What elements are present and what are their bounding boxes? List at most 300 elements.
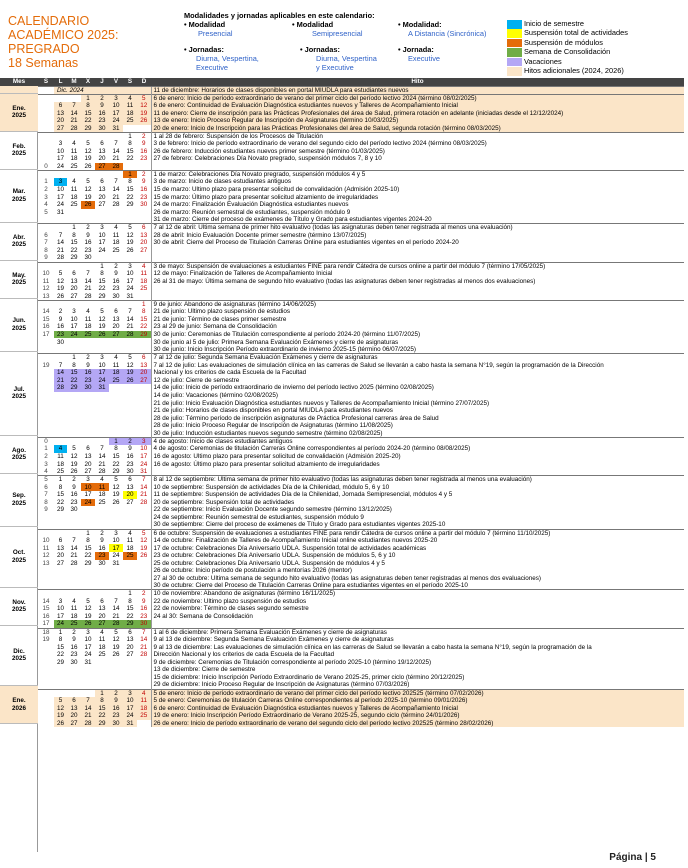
day-cell	[67, 399, 81, 407]
day-cell: 5	[86, 597, 90, 605]
day-cell	[54, 681, 67, 689]
hito-text: 4 de agosto: Ceremonias de titulación Carreras Online correspondientes al período 2024-20 (término 08/08/2025)	[151, 445, 684, 453]
day-cell	[123, 659, 137, 667]
day-cell: 11	[98, 636, 106, 644]
hito-text: 6 de enero: Continuidad de Evaluación Diagnóstica estudiantes nuevos y Talleres de Acompañamiento Inicial	[151, 704, 684, 712]
day-cell: 6	[114, 308, 118, 316]
day-cell: 4	[109, 354, 123, 362]
day-cell: 26	[70, 467, 78, 475]
day-cell: 12	[54, 704, 67, 712]
col-m: M	[67, 78, 81, 86]
day-cell: 16	[126, 452, 134, 460]
week-number	[38, 384, 54, 392]
week-number	[38, 86, 54, 94]
legend-swatch	[507, 67, 522, 76]
day-cell: 24	[112, 552, 120, 560]
week-number: 9	[44, 254, 48, 262]
day-cell	[95, 132, 109, 140]
day-cell: 3	[95, 354, 109, 362]
day-cell: 17	[109, 544, 123, 552]
calendar-row	[38, 323, 684, 331]
day-cell: 22	[98, 285, 106, 293]
week-number	[38, 521, 54, 529]
calendar-row	[38, 491, 684, 499]
calendar-row	[38, 163, 684, 171]
day-cell: 3	[81, 476, 95, 484]
hito-text: 30 de junio: Inicio Inscripción Período extraordinario de invierno 2025-15 (término 06/07/2025)	[151, 346, 684, 354]
day-cell	[95, 392, 109, 400]
hito-text: 29 de diciembre: Inicio Proceso Regular de Inscripción de Asignaturas (término 07/03/2026)	[151, 681, 684, 689]
week-number	[38, 643, 54, 651]
day-cell: 17	[70, 323, 78, 331]
week-number: 10	[42, 270, 50, 278]
day-cell: 1	[67, 354, 81, 362]
day-cell	[67, 567, 81, 575]
hito-text: 26 de febrero: Inducción estudiantes nuevos primer semestre (término 01/03/2025)	[151, 148, 684, 156]
week-number	[38, 346, 54, 354]
day-cell	[137, 560, 151, 568]
day-cell: 13	[126, 636, 134, 644]
month-label	[0, 474, 38, 527]
day-cell: 30	[84, 254, 92, 262]
hito-text: 28 de julio: Inicio Proceso Regular de Inscripción de Asignaturas (término 11/08/2025)	[151, 422, 684, 430]
day-cell: 20	[112, 323, 120, 331]
day-cell: 6	[72, 270, 76, 278]
calendar-row	[38, 613, 684, 621]
day-cell: 21	[84, 285, 92, 293]
day-cell	[95, 338, 109, 346]
hito-text: 11 de septiembre: Suspensión de actividades Día de la Chilenidad, Jornada Semipresencial, módulos 4 y 5	[151, 491, 684, 499]
day-cell: 13	[140, 231, 148, 239]
day-cell: 4	[137, 262, 151, 270]
hito-text: 7 al 12 de julio: Las evaluaciones de simulación clínica en las carreras de Salud se llevarán a cabo hasta la semana N°19, según la programación de la Dirección	[151, 361, 684, 369]
day-cell	[109, 506, 123, 514]
day-cell	[67, 521, 81, 529]
day-cell	[137, 338, 151, 346]
day-cell	[81, 422, 95, 430]
legend-item	[507, 20, 685, 29]
day-cell: 28	[84, 292, 92, 300]
calendar-row	[38, 148, 684, 156]
day-cell: 7	[72, 536, 76, 544]
day-cell: 8	[141, 308, 146, 316]
day-cell: 16	[56, 323, 64, 331]
day-cell: 18	[137, 704, 151, 712]
hito-text: 30 de junio al 5 de julio: Primera Semana Evaluación Exámenes y cierre de asignaturas	[151, 338, 684, 346]
day-cell: 19	[84, 193, 92, 201]
day-cell	[137, 209, 151, 217]
day-cell	[109, 590, 123, 598]
week-number	[38, 125, 54, 133]
day-cell: 2	[95, 94, 109, 102]
day-cell: 20	[137, 369, 151, 377]
day-cell: 6	[100, 178, 104, 186]
month-label-part: Mar.	[12, 188, 26, 196]
month-label-part: Ago.	[11, 446, 26, 454]
day-cell: 23	[140, 613, 148, 621]
calendar-row	[38, 697, 684, 705]
day-cell: 9	[86, 231, 90, 239]
calendar-row	[38, 666, 684, 674]
day-cell: 13	[84, 452, 92, 460]
day-cell: 29	[81, 125, 95, 133]
day-cell: 28	[67, 125, 81, 133]
day-cell: 5	[86, 140, 90, 148]
day-cell	[95, 582, 109, 590]
day-cell	[54, 399, 67, 407]
day-cell	[54, 392, 67, 400]
month-label-part: 2025	[11, 393, 26, 401]
week-number	[38, 430, 54, 438]
day-cell: 17	[109, 110, 123, 118]
day-cell	[95, 209, 109, 217]
modalidad-value-semipresencial: Semipresencial	[312, 29, 363, 38]
day-cell	[123, 567, 137, 575]
calendar-row	[38, 399, 684, 407]
week-number: 11	[42, 277, 50, 285]
calendar-row	[38, 377, 684, 385]
day-cell	[54, 666, 67, 674]
day-cell: 19	[112, 491, 120, 499]
month-label-part: Sep.	[12, 492, 26, 500]
day-cell	[67, 392, 81, 400]
hito-text: 20 de enero: Inicio de Inscripción para las Prácticas Profesionales del área de Salud, segunda rotación (término 08/03/2025)	[151, 125, 684, 133]
day-cell: 2	[67, 476, 81, 484]
calendar-title-line-1: CALENDARIO	[8, 14, 90, 28]
day-cell: 14	[81, 704, 95, 712]
hito-text: 3 de febrero: Inicio de período extraordinario de verano del segundo ciclo del período lectivo 2024 (término 08/03/2025)	[151, 140, 684, 148]
day-cell: 26	[84, 162, 92, 170]
week-number	[38, 582, 54, 590]
day-cell	[67, 300, 81, 308]
col-d: D	[137, 78, 151, 86]
month-label-part: 2025	[11, 112, 26, 120]
hito-text: 26 de octubre: Inicio período de postulación a mentorías 2026 (mentor)	[151, 567, 684, 575]
hito-text: 12 de julio: Cierre de semestre	[151, 377, 684, 385]
day-cell	[81, 430, 95, 438]
legend-swatch	[507, 39, 522, 48]
week-number: 6	[44, 231, 48, 239]
day-cell: 23	[140, 155, 148, 163]
day-cell: 4	[95, 628, 109, 636]
jornadas-label-2: • Jornadas:	[300, 45, 340, 54]
calendar-row	[38, 643, 684, 651]
day-cell	[67, 514, 81, 522]
day-cell: 21	[56, 247, 64, 255]
hito-text	[151, 468, 684, 476]
day-cell: 15	[70, 239, 78, 247]
week-number: 14	[42, 308, 50, 316]
day-cell: 7	[114, 597, 118, 605]
day-cell: 31	[84, 658, 92, 666]
week-number: 17	[42, 331, 50, 338]
day-cell: 3	[137, 437, 151, 445]
day-cell	[137, 514, 151, 522]
day-cell	[109, 415, 123, 423]
day-cell: 28	[70, 559, 78, 567]
month-label-part: 2025	[11, 279, 26, 287]
day-cell	[123, 254, 137, 262]
day-cell	[137, 125, 151, 133]
day-cell	[109, 514, 123, 522]
day-cell: 30	[95, 125, 109, 133]
hito-text: 19 de enero: Inicio Inscripción Período Extraordinario de Verano 2025-25, segundo ciclo (término 24/01/2026)	[151, 712, 684, 720]
day-cell: 17	[95, 369, 109, 377]
hito-text: 7 al 12 de julio: Segunda Semana Evaluación Exámenes y cierre de asignaturas	[151, 354, 684, 362]
day-cell: 12	[126, 231, 134, 239]
day-cell: 13	[67, 704, 81, 712]
hito-text: 7 al 12 de abril: Última semana de primer hito evaluativo (todas las asignaturas deben tener registrada al menos una evaluación)	[151, 224, 684, 232]
calendar-row	[38, 94, 684, 102]
day-cell: 31	[126, 292, 134, 300]
day-cell: 10	[126, 270, 134, 278]
hito-text: 23 de octubre: Celebraciones Día Aniversario UDLA. Suspensión de módulos 5, 6 y 10	[151, 552, 684, 560]
hito-text: 23 al 29 de junio: Semana de Consolidación	[151, 323, 684, 331]
day-cell	[123, 681, 137, 689]
day-cell	[54, 94, 67, 102]
calendar-table	[38, 78, 684, 727]
day-cell: 28	[54, 384, 67, 392]
month-label	[0, 352, 38, 436]
day-cell	[67, 666, 81, 674]
day-cell: 4	[72, 597, 76, 605]
day-cell: 23	[70, 498, 78, 506]
day-cell: 5	[58, 270, 63, 278]
month-label	[0, 261, 38, 299]
day-cell: 4	[72, 178, 76, 186]
week-number	[38, 514, 54, 522]
day-cell: 22	[56, 651, 64, 659]
day-cell: 26	[56, 292, 64, 300]
hito-text: 9 de junio: Abandono de asignaturas (término 14/06/2025)	[151, 300, 684, 308]
day-cell: 17	[56, 155, 64, 163]
day-cell: 24	[67, 331, 81, 339]
day-cell	[54, 529, 67, 537]
day-cell	[54, 674, 67, 682]
day-cell: 25	[109, 377, 123, 385]
day-cell: 7	[137, 628, 151, 636]
day-cell: 23	[81, 377, 95, 385]
day-cell: 25	[81, 331, 95, 339]
day-cell	[109, 575, 123, 583]
day-cell	[137, 384, 151, 392]
jornadas-label-1: • Jornadas:	[184, 45, 224, 54]
day-cell: 7	[137, 476, 151, 484]
hito-text: 5 de enero: Ceremonias de titulación Carreras Online correspondientes al período 2025-10 (término 09/01/2026)	[151, 697, 684, 705]
legend-swatch	[507, 29, 522, 38]
day-cell: 10	[70, 315, 78, 323]
day-cell	[81, 567, 95, 575]
month-label	[0, 86, 38, 94]
day-cell: 23	[70, 651, 78, 659]
day-cell	[137, 422, 151, 430]
calendar-row	[38, 132, 684, 140]
day-cell	[109, 681, 123, 689]
week-number: 15	[42, 315, 50, 323]
month-label-part: 2025	[11, 195, 26, 203]
calendar-row	[38, 308, 684, 316]
day-cell: 28	[109, 163, 123, 171]
modalidad-value-presencial: Presencial	[198, 29, 233, 38]
day-cell	[109, 392, 123, 400]
day-cell: 14	[112, 605, 120, 613]
hito-text: 1 de marzo: Celebraciones Día Novato pregrado, suspensión módulos 4 y 5	[151, 171, 684, 179]
month-label-part: 2026	[11, 704, 26, 712]
day-cell: 9	[58, 315, 63, 323]
day-cell: 31	[109, 125, 123, 133]
day-cell	[95, 300, 109, 308]
day-cell: 8	[58, 636, 63, 644]
hito-text: 6 de octubre: Suspensión de evaluaciones a estudiantes FINE para rendir Cátedra de cursos online a partir del módulo 7 (término 11/10/2025)	[151, 529, 684, 537]
day-cell	[123, 216, 137, 224]
day-cell	[54, 407, 67, 415]
day-cell: 5	[100, 308, 104, 316]
day-cell	[123, 163, 137, 171]
day-cell: 31	[95, 384, 109, 392]
legend-swatch	[507, 58, 522, 67]
day-cell	[54, 300, 67, 308]
month-label-part: Ene.	[12, 697, 26, 705]
day-cell: 30	[112, 292, 120, 300]
hito-text: 21 de junio: Último plazo suspensión de estudios	[151, 308, 684, 316]
day-cell: 27	[84, 467, 92, 475]
modalidad-value-distancia: A Distancia (Sincrónica)	[408, 29, 487, 38]
day-cell: 11	[112, 231, 120, 239]
day-cell: 16	[112, 277, 120, 285]
day-cell: 5	[109, 628, 123, 636]
day-cell	[95, 437, 109, 445]
day-cell	[123, 300, 137, 308]
week-number: 8	[44, 498, 48, 506]
day-cell	[81, 437, 95, 445]
calendar-row	[38, 155, 684, 163]
day-cell: 25	[123, 552, 137, 560]
day-cell: 24	[56, 201, 64, 209]
calendar-row	[38, 125, 684, 133]
day-cell	[81, 415, 95, 423]
day-cell: 15	[95, 704, 109, 712]
calendar-row	[38, 277, 684, 285]
day-cell: 22	[112, 460, 120, 468]
week-number	[38, 689, 54, 697]
day-cell: 4	[95, 476, 109, 484]
day-cell	[123, 399, 137, 407]
day-cell: 9	[95, 102, 109, 110]
day-cell: 11	[137, 697, 151, 705]
day-cell: 31	[140, 467, 148, 475]
month-label-part: 2025	[11, 150, 26, 158]
day-cell: 12	[84, 147, 92, 155]
week-number: 12	[42, 552, 50, 560]
day-cell: 18	[84, 323, 92, 331]
month-label	[0, 94, 38, 132]
day-cell: 9	[86, 361, 90, 369]
month-label	[0, 170, 38, 223]
day-cell: 22	[126, 193, 134, 201]
hito-text: 1 al 6 de diciembre: Primera Semana Evaluación Exámenes y cierre de asignaturas	[151, 628, 684, 636]
day-cell: 9	[141, 140, 146, 148]
day-cell	[67, 422, 81, 430]
day-cell: 29	[95, 720, 109, 728]
day-cell: 23	[95, 552, 109, 560]
month-label-part: Feb.	[12, 142, 26, 150]
legend-label: Vacaciones	[524, 56, 562, 66]
calendar-row	[38, 620, 684, 628]
calendar-row	[38, 209, 684, 217]
day-cell: 14	[126, 315, 134, 323]
legend-item	[507, 67, 685, 76]
jornadas-value-1a: Diurna, Vespertina,	[196, 54, 259, 63]
legend-item	[507, 48, 685, 57]
calendar-row	[38, 300, 684, 308]
month-label	[0, 436, 38, 474]
day-cell	[123, 415, 137, 423]
day-cell	[67, 415, 81, 423]
day-cell	[81, 666, 95, 674]
day-cell	[109, 171, 123, 179]
calendar-row	[38, 445, 684, 453]
calendar-row	[38, 430, 684, 438]
day-cell: 23	[54, 331, 67, 339]
day-cell: 22	[70, 247, 78, 255]
day-cell	[67, 575, 81, 583]
day-cell: 12	[56, 277, 64, 285]
week-number	[38, 102, 54, 110]
day-cell	[67, 216, 81, 224]
day-cell	[54, 582, 67, 590]
day-cell: 28	[123, 331, 137, 339]
day-cell	[137, 430, 151, 438]
hito-text: 26 de marzo: Reunión semestral de estudiantes, suspensión módulo 9	[151, 209, 684, 217]
day-cell: 18	[70, 613, 78, 621]
hito-text: 22 de noviembre: Término de clases segundo semestre	[151, 605, 684, 613]
day-cell: 26	[54, 720, 67, 728]
modalidades-title: Modalidades y jornadas aplicables en este calendario:	[184, 11, 375, 20]
day-cell: 10	[56, 605, 64, 613]
day-cell: 25	[137, 712, 151, 720]
day-cell: 12	[126, 361, 134, 369]
hito-text: 9 de diciembre: Ceremonias de Titulación correspondiente al período 2025-10 (término 19/12/2025)	[151, 659, 684, 667]
day-cell: 13	[56, 544, 64, 552]
week-number: 12	[42, 285, 50, 293]
month-label	[0, 626, 38, 687]
day-cell: 14	[56, 239, 64, 247]
hito-text: 4 de agosto: Inicio de clases estudiantes antiguos	[151, 437, 684, 445]
day-cell	[95, 346, 109, 354]
calendar-row	[38, 453, 684, 461]
calendar-row	[38, 407, 684, 415]
day-cell	[109, 399, 123, 407]
hito-text: 28 de abril: Inicio Evaluación Docente primer semestre (término 13/07/2025)	[151, 232, 684, 240]
day-cell: 29	[67, 384, 81, 392]
day-cell: 26	[81, 620, 95, 628]
day-cell	[95, 674, 109, 682]
calendar-row	[38, 110, 684, 118]
col-x: X	[81, 78, 95, 86]
day-cell	[81, 262, 95, 270]
hito-text: 1 al 28 de febrero: Suspensión de los Procesos de Titulación	[151, 132, 684, 140]
day-cell: 20	[56, 552, 64, 560]
calendar-row	[38, 567, 684, 575]
day-cell: 26	[95, 331, 109, 339]
day-cell: 2	[137, 132, 151, 140]
day-cell: 1	[95, 689, 109, 697]
day-cell: 19	[140, 544, 148, 552]
day-cell: 2	[109, 689, 123, 697]
day-cell: 19	[98, 323, 106, 331]
day-cell: 15	[81, 110, 95, 118]
month-label-part: Jul.	[13, 385, 25, 393]
